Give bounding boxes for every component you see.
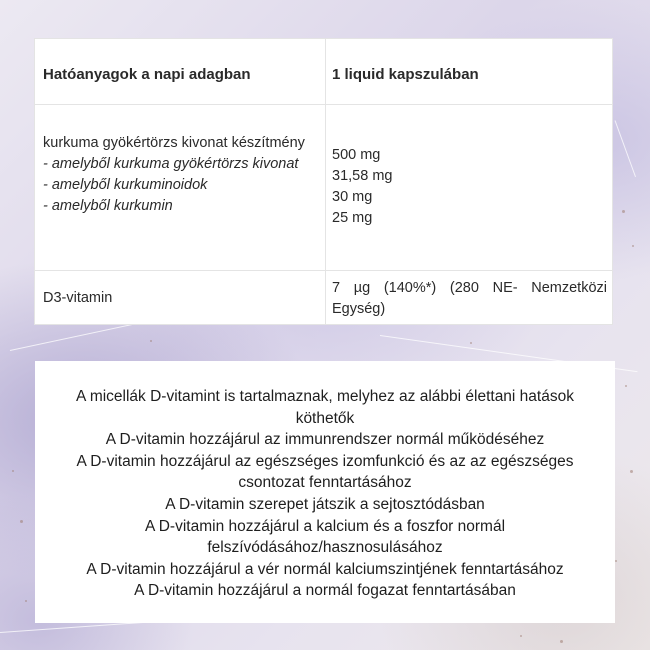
amount-value: 7 µg (140%*) (280 NE- Nemzetközi Egység) (332, 280, 607, 317)
gold-speck (625, 385, 627, 387)
claim-text: A D-vitamin hozzájárul a vér normál kalciumszintjének fenntartásához (86, 560, 564, 578)
gold-speck (630, 470, 633, 473)
claim-text: A D-vitamin szerepet játszik a sejtosztódásban (165, 495, 485, 513)
gold-speck (12, 470, 14, 472)
sub-ingredient: - amelyből kurkuma gyökértörzs kivonat (43, 156, 299, 172)
ingredient-name: kurkuma gyökértörzs kivonat készítmény (43, 135, 305, 151)
claim-text: A D-vitamin hozzájárul az egészséges izomfunkció és az az egészséges csontozat fenntartásához (76, 452, 574, 492)
ingredient-name: D3-vitamin (43, 290, 113, 306)
gold-speck (25, 600, 27, 602)
amount-cell (332, 145, 607, 229)
header-amount: 1 liquid kapszulában (332, 66, 479, 83)
gold-speck (560, 640, 563, 643)
ingredient-table (34, 38, 613, 325)
sub-ingredient: - amelyből kurkumin (43, 198, 173, 214)
ingredient-cell (43, 133, 313, 217)
table-row (35, 271, 612, 326)
header-ingredients: Hatóanyagok a napi adagban (43, 66, 251, 83)
amount-value: 500 mg (332, 147, 381, 163)
gold-speck (622, 210, 625, 213)
table-header-row (35, 39, 612, 105)
gold-speck (520, 635, 522, 637)
claim-text: A D-vitamin hozzájárul a normál fogazat fenntartásában (134, 582, 516, 600)
claim-text: A D-vitamin hozzájárul az immunrendszer normál működéséhez (105, 431, 545, 449)
gold-speck (632, 245, 634, 247)
table-row (35, 105, 612, 271)
claim-text: A D-vitamin hozzájárul a kalcium és a foszfor normál felszívódásához/hasznosulásához (144, 517, 506, 557)
gold-speck (150, 340, 152, 342)
gold-speck (615, 560, 617, 562)
claim-text: A micellák D-vitamint is tartalmaznak, melyhez az alábbi élettani hatások köthetők (76, 388, 574, 427)
gold-speck (20, 520, 23, 523)
marble-vein (615, 120, 636, 177)
health-claims-box (35, 361, 615, 623)
amount-value: 30 mg (332, 189, 373, 205)
amount-value: 25 mg (332, 210, 373, 226)
sub-ingredient: - amelyből kurkuminoidok (43, 177, 208, 193)
amount-value: 31,58 mg (332, 168, 393, 184)
gold-speck (470, 342, 472, 344)
